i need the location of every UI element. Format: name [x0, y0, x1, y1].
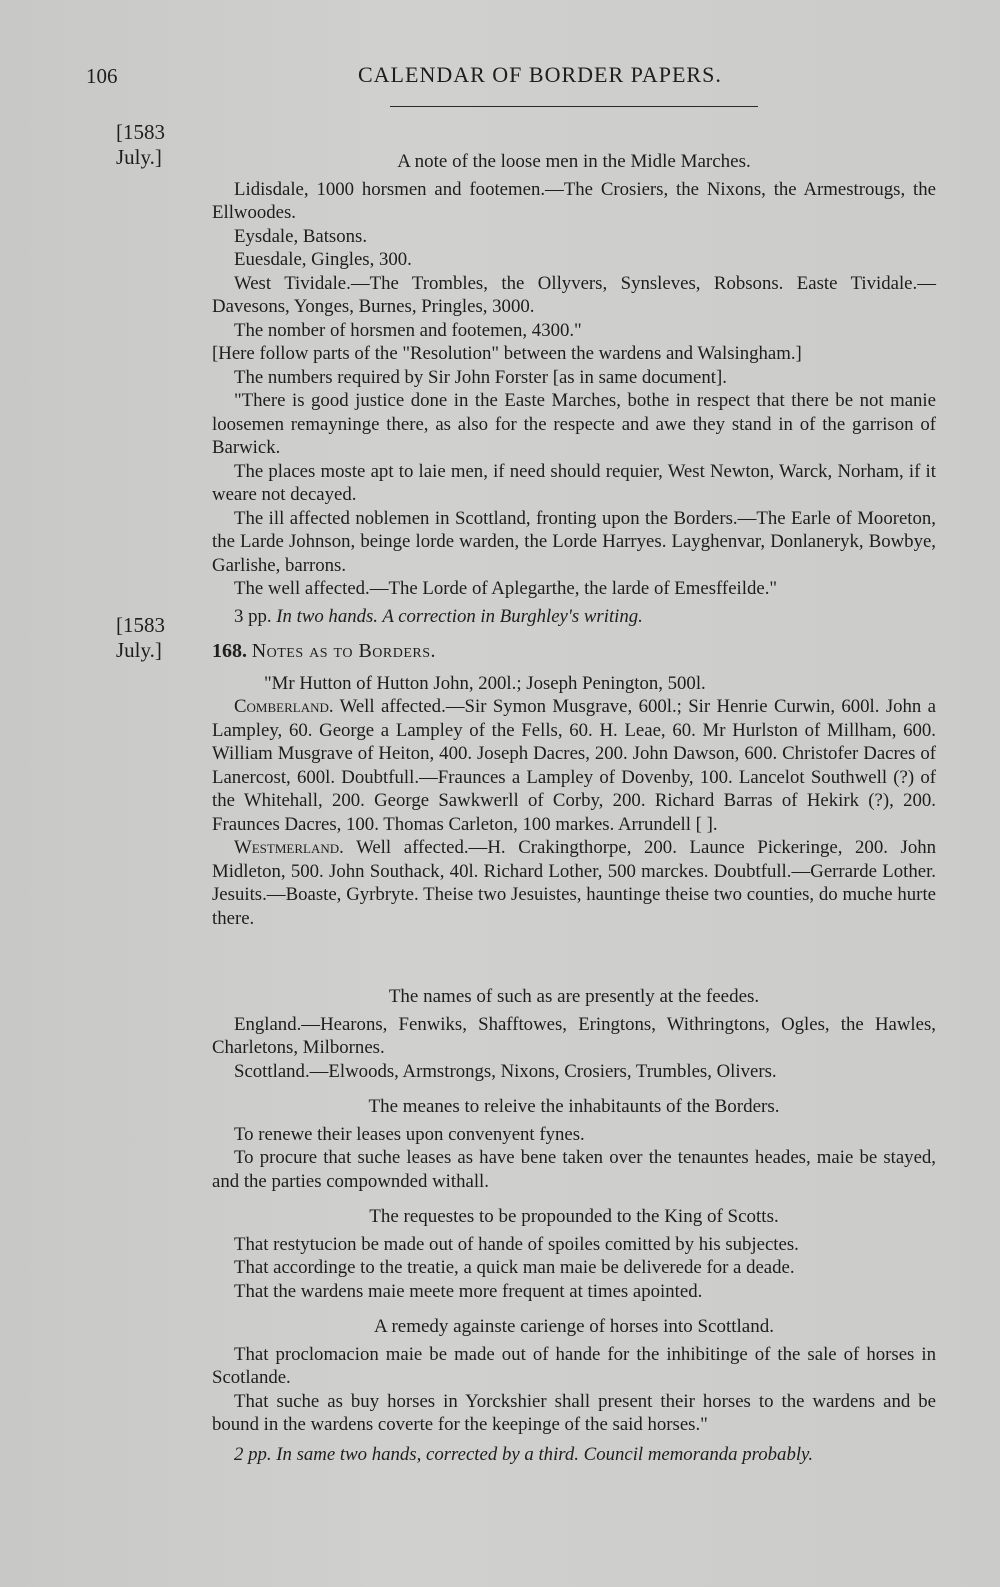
paragraph: That proclomacion maie be made out of hande for the inhibitinge of the sale of horses in Scotlande. — [212, 1343, 936, 1388]
section-lists — [212, 985, 936, 1466]
paragraph: That suche as buy horses in Yorckshier shall present their horses to the wardens and be bound in the wardens coverte for the keepinge of the said horses." — [212, 1390, 936, 1435]
paragraph: That the wardens maie meete more frequent at times apointed. — [234, 1280, 703, 1302]
section-heading: The requestes to be propounded to the King of Scotts. — [369, 1206, 779, 1227]
paragraph: West Tividale.—The Trombles, the Ollyvers, Synsleves, Robsons. Easte Tividale.—Davesons, Yonges, Burnes, Pringles, 3000. — [212, 272, 936, 317]
page-number: 106 — [86, 64, 118, 88]
paragraph: Scottland.—Elwoods, Armstrongs, Nixons, Crosiers, Trumbles, Olivers. — [234, 1060, 777, 1082]
paragraph: The ill affected noblemen in Scottland, fronting upon the Borders.—The Earle of Mooreton, the Larde Johnson, beinge lorde warden, the Lorde Harryes. Layghenvar, Donlaneryk, Bowbye, Garlishe, barrons. — [212, 507, 936, 576]
paragraph: The well affected.—The Lorde of Aplegarthe, the larde of Emesffeilde." — [234, 578, 778, 599]
entry-title: Notes as to Borders. — [251, 640, 437, 662]
paragraph: Euesdale, Gingles, 300. — [234, 249, 412, 270]
paragraph: "Mr Hutton of Hutton John, 200l.; Joseph Penington, 500l. — [264, 672, 706, 694]
paragraph: To renewe their leases upon convenyent fynes. — [234, 1123, 585, 1145]
paragraph: The numbers required by Sir John Forster [as in same document]. — [234, 366, 727, 388]
section-heading: A remedy againste carienge of horses into Scottland. — [374, 1316, 774, 1337]
entry-heading — [212, 640, 936, 664]
paragraph-cumberland: Comberland. Well affected.—Sir Symon Musgrave, 600l.; Sir Henrie Curwin, 600l. John a Lampley, 60. George a Lampley of the Fells, 60. H. Leae, 60. Mr Hurlston of Millham, 600. William Musgrave of Heiton, 400. Joseph Dacres, 200. John Dawson, 600. Christofer Dacres of Lanercost, 600l. Doubtfull.—Fraunces a Lampley of Dovenby, 100. Lancelot Southwell (?) of the Whitehall, 200. George Sawkwerll of Corby, 200. Richard Barras of Hekirk (?), 200. Fraunces Dacres, 100. Thomas Carleton, 100 markes. Arrundell [ ]. — [212, 696, 936, 835]
paragraph: Eysdale, Batsons. — [234, 225, 368, 247]
county-label: Comberland. — [234, 696, 334, 717]
paragraph: Lidisdale, 1000 horsmen and footemen.—The Crosiers, the Nixons, the Armestrougs, the Ellwoodes. — [212, 178, 936, 223]
running-title: CALENDAR OF BORDER PAPERS. — [358, 62, 722, 87]
header-rule — [390, 106, 758, 107]
paragraph: To procure that suche leases as have bene taken over the tenauntes heades, maie be stayed, and the parties compownded withall. — [212, 1147, 936, 1192]
paragraph: England.—Hearons, Fenwiks, Shafftowes, Eringtons, Withringtons, Ogles, the Hawles, Charletons, Milbornes. — [212, 1013, 936, 1058]
section-heading: The meanes to releive the inhabitaunts of the Borders. — [368, 1096, 780, 1117]
margin-date-2: [1583 July.] — [116, 613, 165, 662]
paragraph: The nomber of horsmen and footemen, 4300." — [234, 319, 582, 341]
county-label: Westmerland. — [234, 837, 344, 858]
paragraph: That restytucion be made out of hande of spoiles comitted by his subjectes. — [234, 1233, 799, 1255]
paragraph: The places moste apt to laie men, if need should requier, West Newton, Warck, Norham, if it weare not decayed. — [212, 460, 936, 505]
section-heading: The names of such as are presently at the feedes. — [388, 986, 760, 1007]
entry-number: 168. — [212, 640, 247, 662]
source-note: 3 pp. In two hands. A correction in Burghley's writing. — [234, 605, 643, 627]
paragraph: "There is good justice done in the Easte Marches, bothe in respect that there be not manie loosemen remayninge there, as also for the respecte and awe they stand in of the garrison of Barwick. — [212, 390, 936, 458]
page-header — [86, 60, 798, 100]
paragraph: That accordinge to the treatie, a quick man maie be deliverede for a deade. — [234, 1257, 795, 1278]
paragraph-westmerland: Westmerland. Well affected.—H. Crakingthorpe, 200. Launce Pickeringe, 200. John Midleton, 500. John Southack, 40l. Richard Lother, 500 marckes. Doubtfull.—Gerrarde Lother. Jesuits.—Boaste, Gyrbryte. Theise two Jesuistes, hauntinge theise two counties, do muche hurte there. — [212, 837, 937, 929]
margin-date-1: [1583 July.] — [116, 120, 165, 169]
section-loose-men — [212, 150, 936, 628]
section-heading: A note of the loose men in the Midle Marches. — [397, 151, 751, 172]
source-note: 2 pp. In same two hands, corrected by a third. Council memoranda probably. — [234, 1443, 814, 1465]
paragraph: [Here follow parts of the "Resolution" between the wardens and Walsingham.] — [212, 343, 802, 364]
section-168 — [212, 640, 936, 930]
